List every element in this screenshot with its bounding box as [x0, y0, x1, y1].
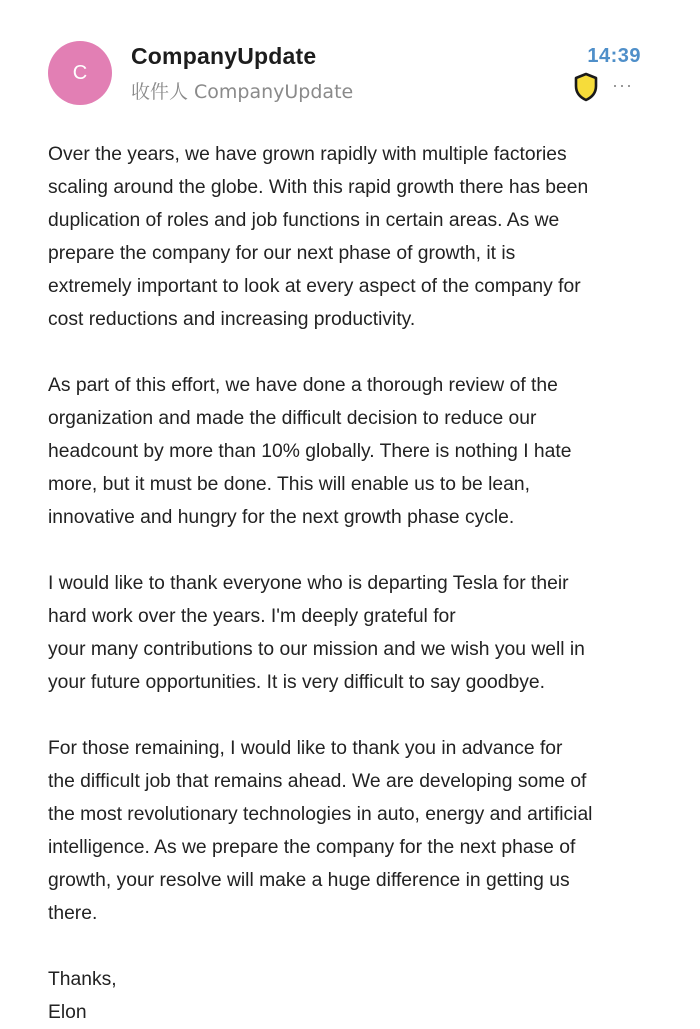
email-body — [48, 138, 668, 1029]
body-line: duplication of roles and job functions in certain areas. As we — [48, 210, 560, 231]
recipient-name: CompanyUpdate — [194, 81, 354, 103]
body-line: growth, your resolve will make a huge difference in getting us — [48, 870, 570, 891]
body-line: headcount by more than 10% globally. There is nothing I hate — [48, 441, 572, 462]
body-line: your future opportunities. It is very difficult to say goodbye. — [48, 672, 545, 693]
body-line: there. — [48, 903, 98, 924]
body-line: your many contributions to our mission and we wish you well in — [48, 639, 585, 660]
body-line: scaling around the globe. With this rapid growth there has been — [48, 177, 589, 198]
body-line: more, but it must be done. This will enable us to be lean, — [48, 474, 530, 495]
body-line: the most revolutionary technologies in auto, energy and artificial — [48, 804, 593, 825]
body-line: organization and made the difficult decision to reduce our — [48, 408, 537, 429]
more-icon[interactable]: ··· — [612, 75, 633, 95]
email-header — [0, 0, 700, 120]
shield-icon[interactable] — [573, 72, 599, 102]
paragraph-1 — [48, 138, 668, 336]
body-line: intelligence. As we prepare the company for the next phase of — [48, 837, 576, 858]
signoff-block — [48, 963, 668, 1029]
body-line: I would like to thank everyone who is departing Tesla for their — [48, 573, 569, 594]
recipient-line[interactable] — [131, 77, 353, 104]
body-line: the difficult job that remains ahead. We are developing some of — [48, 771, 587, 792]
signoff: Thanks, — [48, 969, 117, 990]
email-time: 14:39 — [587, 45, 641, 67]
body-line: hard work over the years. I'm deeply grateful for — [48, 606, 456, 627]
paragraph-4 — [48, 732, 668, 930]
body-line: prepare the company for our next phase of growth, it is — [48, 243, 516, 264]
avatar-letter: C — [72, 61, 88, 84]
signature: Elon — [48, 1002, 87, 1023]
body-line: extremely important to look at every aspect of the company for — [48, 276, 581, 297]
paragraph-3 — [48, 567, 668, 699]
sender-avatar[interactable] — [48, 41, 112, 105]
body-line: cost reductions and increasing productivity. — [48, 309, 416, 330]
body-line: Over the years, we have grown rapidly with multiple factories — [48, 144, 567, 165]
body-line: As part of this effort, we have done a thorough review of the — [48, 375, 558, 396]
body-line: innovative and hungry for the next growth phase cycle. — [48, 507, 515, 528]
sender-name[interactable]: CompanyUpdate — [131, 43, 317, 69]
body-line: For those remaining, I would like to thank you in advance for — [48, 738, 563, 759]
recipient-label: 收件人 — [131, 81, 189, 103]
paragraph-2 — [48, 369, 668, 534]
